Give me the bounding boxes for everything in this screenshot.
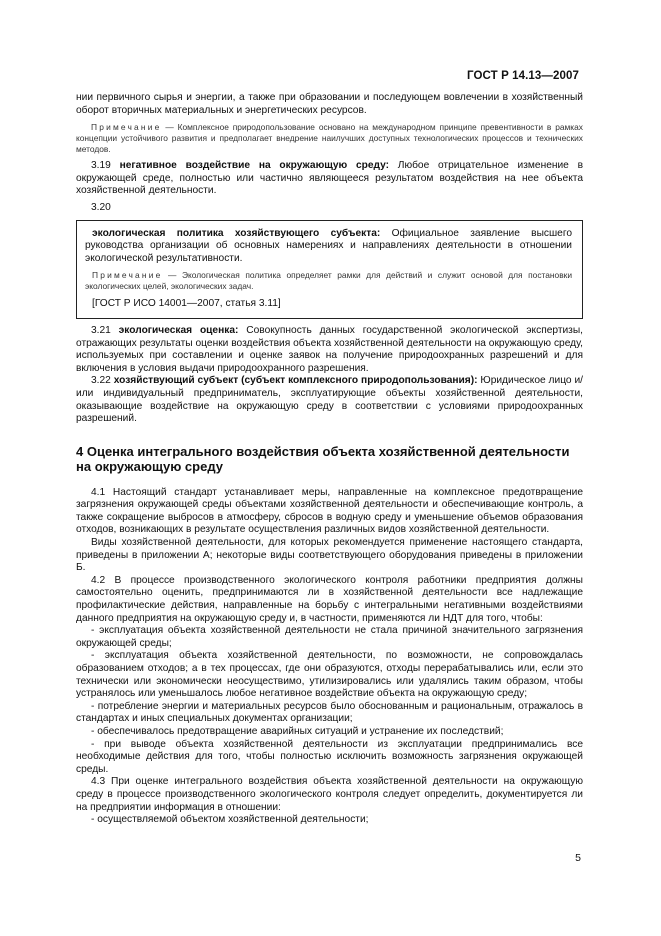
list-item: - при выводе объекта хозяйственной деятельности из эксплуатации предпринимались все необходимые действия для того, чтобы полностью исключить возможность загрязнения окружающей среды. [76,738,583,775]
paragraph-4-1-appendix: Виды хозяйственной деятельности, для которых рекомендуется применение настоящего стандарта, приведены в приложении А; некоторые виды соответствующего оборудования приведены в приложении Б. [76,537,583,574]
note-2 [85,270,572,292]
term-3-21-definition: Совокупность данных государственной экологической экспертизы, отражающих результаты оценки воздействия объекта хозяйственной деятельности на окружающую среду, используемых при составлении и оценке заявок на получение природоохранных разрешений и для включения в условия выдачи природоохранного разрешения. [76,324,583,374]
list-item: - эксплуатация объекта хозяйственной деятельности, по возможности, не сопровождалась образованием отходов; а в тех процессах, где они образуются, отходы перерабатывались или, если это технически или экономически неосуществимо, утилизировались или удалялись таким образом, чтобы устранялось или уменьшалось любое негативное воздействие объекта на окружающую среду; [76,650,583,700]
term-3-20-number: 3.20 [91,201,111,213]
section-4-heading: 4 Оценка интегрального воздействия объекта хозяйственной деятельности на окружающую среду [76,443,570,475]
term-3-19-title: негативное воздействие на окружающую среду: [119,160,390,172]
box-definition [85,228,572,266]
term-3-22 [76,375,583,425]
paragraph-continuation: нии первичного сырья и энергии, а также при образовании и последующем вовлечении в хозяйственный оборот вторичных материальных и энергетических ресурсов. [76,92,583,116]
paragraph-4-2: 4.2 В процессе производственного экологического контроля работники предприятия должны самостоятельно оценить, предпринимаются ли в хозяйственной деятельности все надлежащие профилактические действия, направленные на борьбу с интегральными негативными воздействиями данного предприятия на окружающую среду и, в частности, применяются ли НДТ для того, чтобы: [76,574,583,624]
box-term-definition: Официальное заявление высшего руководства организации об основных намерениях и направлениях деятельности в отношении экологической результативности. [85,227,572,264]
list-item: - обеспечивалось предотвращение аварийных ситуаций и устранение их последствий; [91,725,504,737]
paragraph-4-1: 4.1 Настоящий стандарт устанавливает меры, направленные на комплексное предотвращение загрязнения окружающей среды объектами хозяйственной деятельности и обеспечивающие контроль, а также сокращение выбросов в атмосферу, сбросов в водную среду и уменьшение объемов образования отходов, возникающих в результате осуществления различных видов хозяйственной деятельности. [76,486,583,536]
note-2-lead: Примечание [92,270,163,281]
term-3-22-definition: Юридическое лицо и/или индивидуальный предприниматель, эксплуатирующие объекты хозяйственной деятельности, оказывающие воздействие на окружающую среду в соответствии с условиями природоохранных разрешений. [76,375,583,425]
term-3-19-definition: Любое отрицательное изменение в окружающей среде, полностью или частично являющееся результатом воздействия на нее объекта хозяйственной деятельности. [76,160,583,197]
note-1 [76,122,583,155]
box-term-title: экологическая политика хозяйствующего субъекта: [92,227,381,239]
list-item: - потребление энергии и материальных ресурсов было обоснованным и рациональным, отражалось в стандартах и иных специальных документах организации; [76,700,583,725]
box-reference: [ГОСТ Р ИСО 14001—2007, статья 3.11] [92,298,281,310]
term-3-19 [76,160,583,198]
page-number: 5 [575,852,581,864]
paragraph-4-3: 4.3 При оценке интегрального воздействия объекта хозяйственной деятельности на окружающую среду в процессе производственного экологического контроля следует определить, документируется ли на предприятии информация в отношении: [76,776,583,813]
term-3-22-title: хозяйствующий субъект (субъект комплексного природопользования): [113,375,478,387]
note-1-text: — Комплексное природопользование основано на международном принципе превентивности в рамках концепции устойчивого развития и предполагает внедрение наилучших доступных технологических процессов и технических методов. [76,122,583,155]
term-3-21-title: экологическая оценка: [118,324,239,336]
term-3-21-number: 3.21 [91,324,119,336]
page-content [76,92,583,827]
list-item: - эксплуатация объекта хозяйственной деятельности не стала причиной значительного загрязнения окружающей среды; [76,625,583,649]
list-item: - осуществляемой объектом хозяйственной деятельности; [91,814,369,826]
term-3-21 [76,325,583,375]
term-3-22-number: 3.22 [91,375,114,387]
term-3-19-number: 3.19 [91,160,120,172]
document-header: ГОСТ Р 14.13—2007 [467,70,579,82]
note-2-text: — Экологическая политика определяет рамки для действий и служит основой для постановки экологических целей, экологических задач. [85,270,572,292]
definition-box [76,220,583,319]
note-1-lead: Примечание [91,122,162,133]
